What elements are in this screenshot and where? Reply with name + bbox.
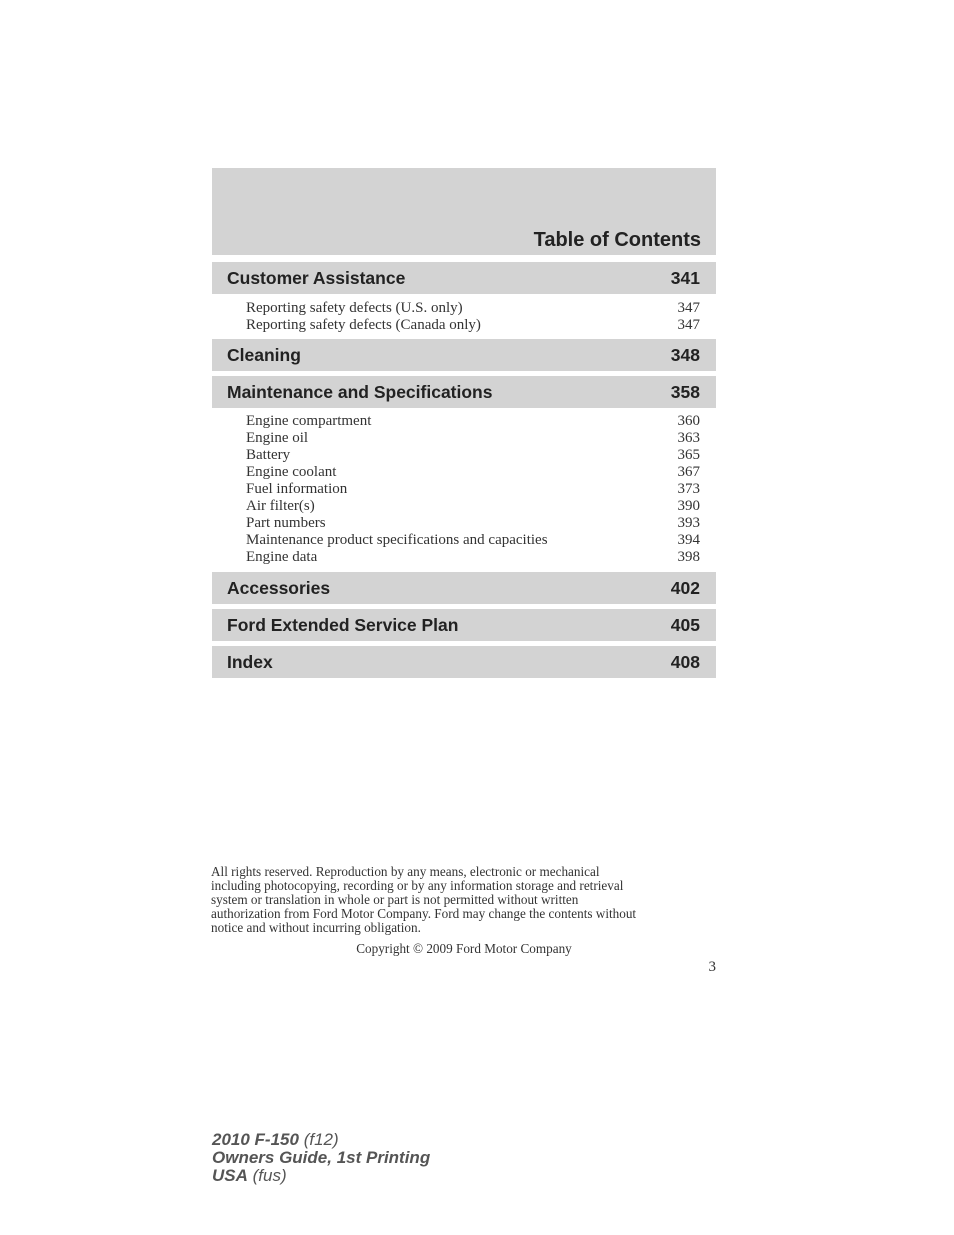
toc-item-page: 365 xyxy=(677,447,700,463)
toc-item[interactable] xyxy=(212,464,716,481)
toc-item-page: 373 xyxy=(677,481,700,497)
toc-item-label: Air filter(s) xyxy=(246,498,315,514)
toc-item[interactable] xyxy=(212,532,716,549)
toc-item-page: 393 xyxy=(677,515,700,531)
section-page: 408 xyxy=(670,652,700,672)
toc-section-esp[interactable] xyxy=(212,609,716,641)
toc-item[interactable] xyxy=(212,413,716,430)
toc-item-label: Battery xyxy=(246,447,291,463)
footer-region: USA xyxy=(212,1166,248,1185)
toc-item[interactable] xyxy=(212,481,716,498)
toc-item[interactable] xyxy=(212,447,716,464)
section-page: 402 xyxy=(670,578,700,598)
toc-section-index[interactable] xyxy=(212,646,716,678)
section-label: Customer Assistance xyxy=(227,268,406,288)
toc-section-accessories[interactable] xyxy=(212,572,716,604)
section-label: Cleaning xyxy=(227,345,301,365)
footer-region-line xyxy=(212,1167,430,1185)
toc-subsection-list xyxy=(212,300,716,334)
footer-model-line xyxy=(212,1131,430,1149)
legal-line: All rights reserved. Reproduction by any means, electronic or mechanical xyxy=(211,864,600,879)
footer-model-code: (f12) xyxy=(303,1130,339,1149)
toc-item-label: Engine data xyxy=(246,549,318,565)
toc-item-page: 390 xyxy=(677,498,700,514)
toc-item-page: 360 xyxy=(677,413,700,429)
toc-item[interactable] xyxy=(212,317,716,334)
toc-item-label: Engine coolant xyxy=(246,464,337,480)
footer-guide: Owners Guide, 1st Printing xyxy=(212,1148,431,1167)
toc-item[interactable] xyxy=(212,498,716,515)
footer-guide-line xyxy=(212,1149,430,1167)
footer-model: 2010 F-150 xyxy=(212,1130,299,1149)
legal-line: authorization from Ford Motor Company. Ford may change the contents without xyxy=(211,906,637,921)
toc-subsection-list xyxy=(212,413,716,566)
section-label: Ford Extended Service Plan xyxy=(227,615,459,635)
footer-region-code: (fus) xyxy=(252,1166,287,1185)
section-label: Index xyxy=(227,652,273,672)
toc-item-label: Reporting safety defects (U.S. only) xyxy=(246,300,463,316)
section-page: 341 xyxy=(670,268,700,288)
section-page: 405 xyxy=(670,615,700,635)
toc-item-label: Engine compartment xyxy=(246,413,372,429)
toc-item[interactable] xyxy=(212,430,716,447)
toc-item-label: Fuel information xyxy=(246,481,348,497)
document-footer xyxy=(212,1131,430,1185)
toc-item[interactable] xyxy=(212,300,716,317)
section-page: 348 xyxy=(670,345,700,365)
legal-line: including photocopying, recording or by any information storage and retrieval xyxy=(211,878,624,893)
toc-section-customer-assistance[interactable] xyxy=(212,262,716,294)
page-number: 3 xyxy=(708,959,716,975)
copyright-line: Copyright © 2009 Ford Motor Company xyxy=(356,941,572,956)
toc-item-label: Reporting safety defects (Canada only) xyxy=(246,317,481,333)
section-page: 358 xyxy=(670,382,700,402)
toc-item-page: 398 xyxy=(677,549,700,565)
toc-item-page: 363 xyxy=(677,430,700,446)
toc-header xyxy=(212,168,716,255)
toc-section-maintenance[interactable] xyxy=(212,376,716,408)
toc-item[interactable] xyxy=(212,515,716,532)
toc-item[interactable] xyxy=(212,549,716,566)
toc-item-page: 367 xyxy=(677,464,700,480)
toc-section-cleaning[interactable] xyxy=(212,339,716,371)
toc-item-label: Engine oil xyxy=(246,430,309,446)
legal-notice xyxy=(211,865,717,935)
page-title: Table of Contents xyxy=(533,229,701,251)
toc-item-label: Maintenance product specifications and capacities xyxy=(246,532,548,548)
toc-item-page: 394 xyxy=(677,532,700,548)
section-label: Maintenance and Specifications xyxy=(227,382,493,402)
toc-item-page: 347 xyxy=(677,317,700,333)
toc-item-page: 347 xyxy=(677,300,700,316)
legal-line: notice and without incurring obligation. xyxy=(211,920,421,935)
legal-line: system or translation in whole or part is not permitted without written xyxy=(211,892,579,907)
toc-item-label: Part numbers xyxy=(246,515,326,531)
section-label: Accessories xyxy=(227,578,331,598)
